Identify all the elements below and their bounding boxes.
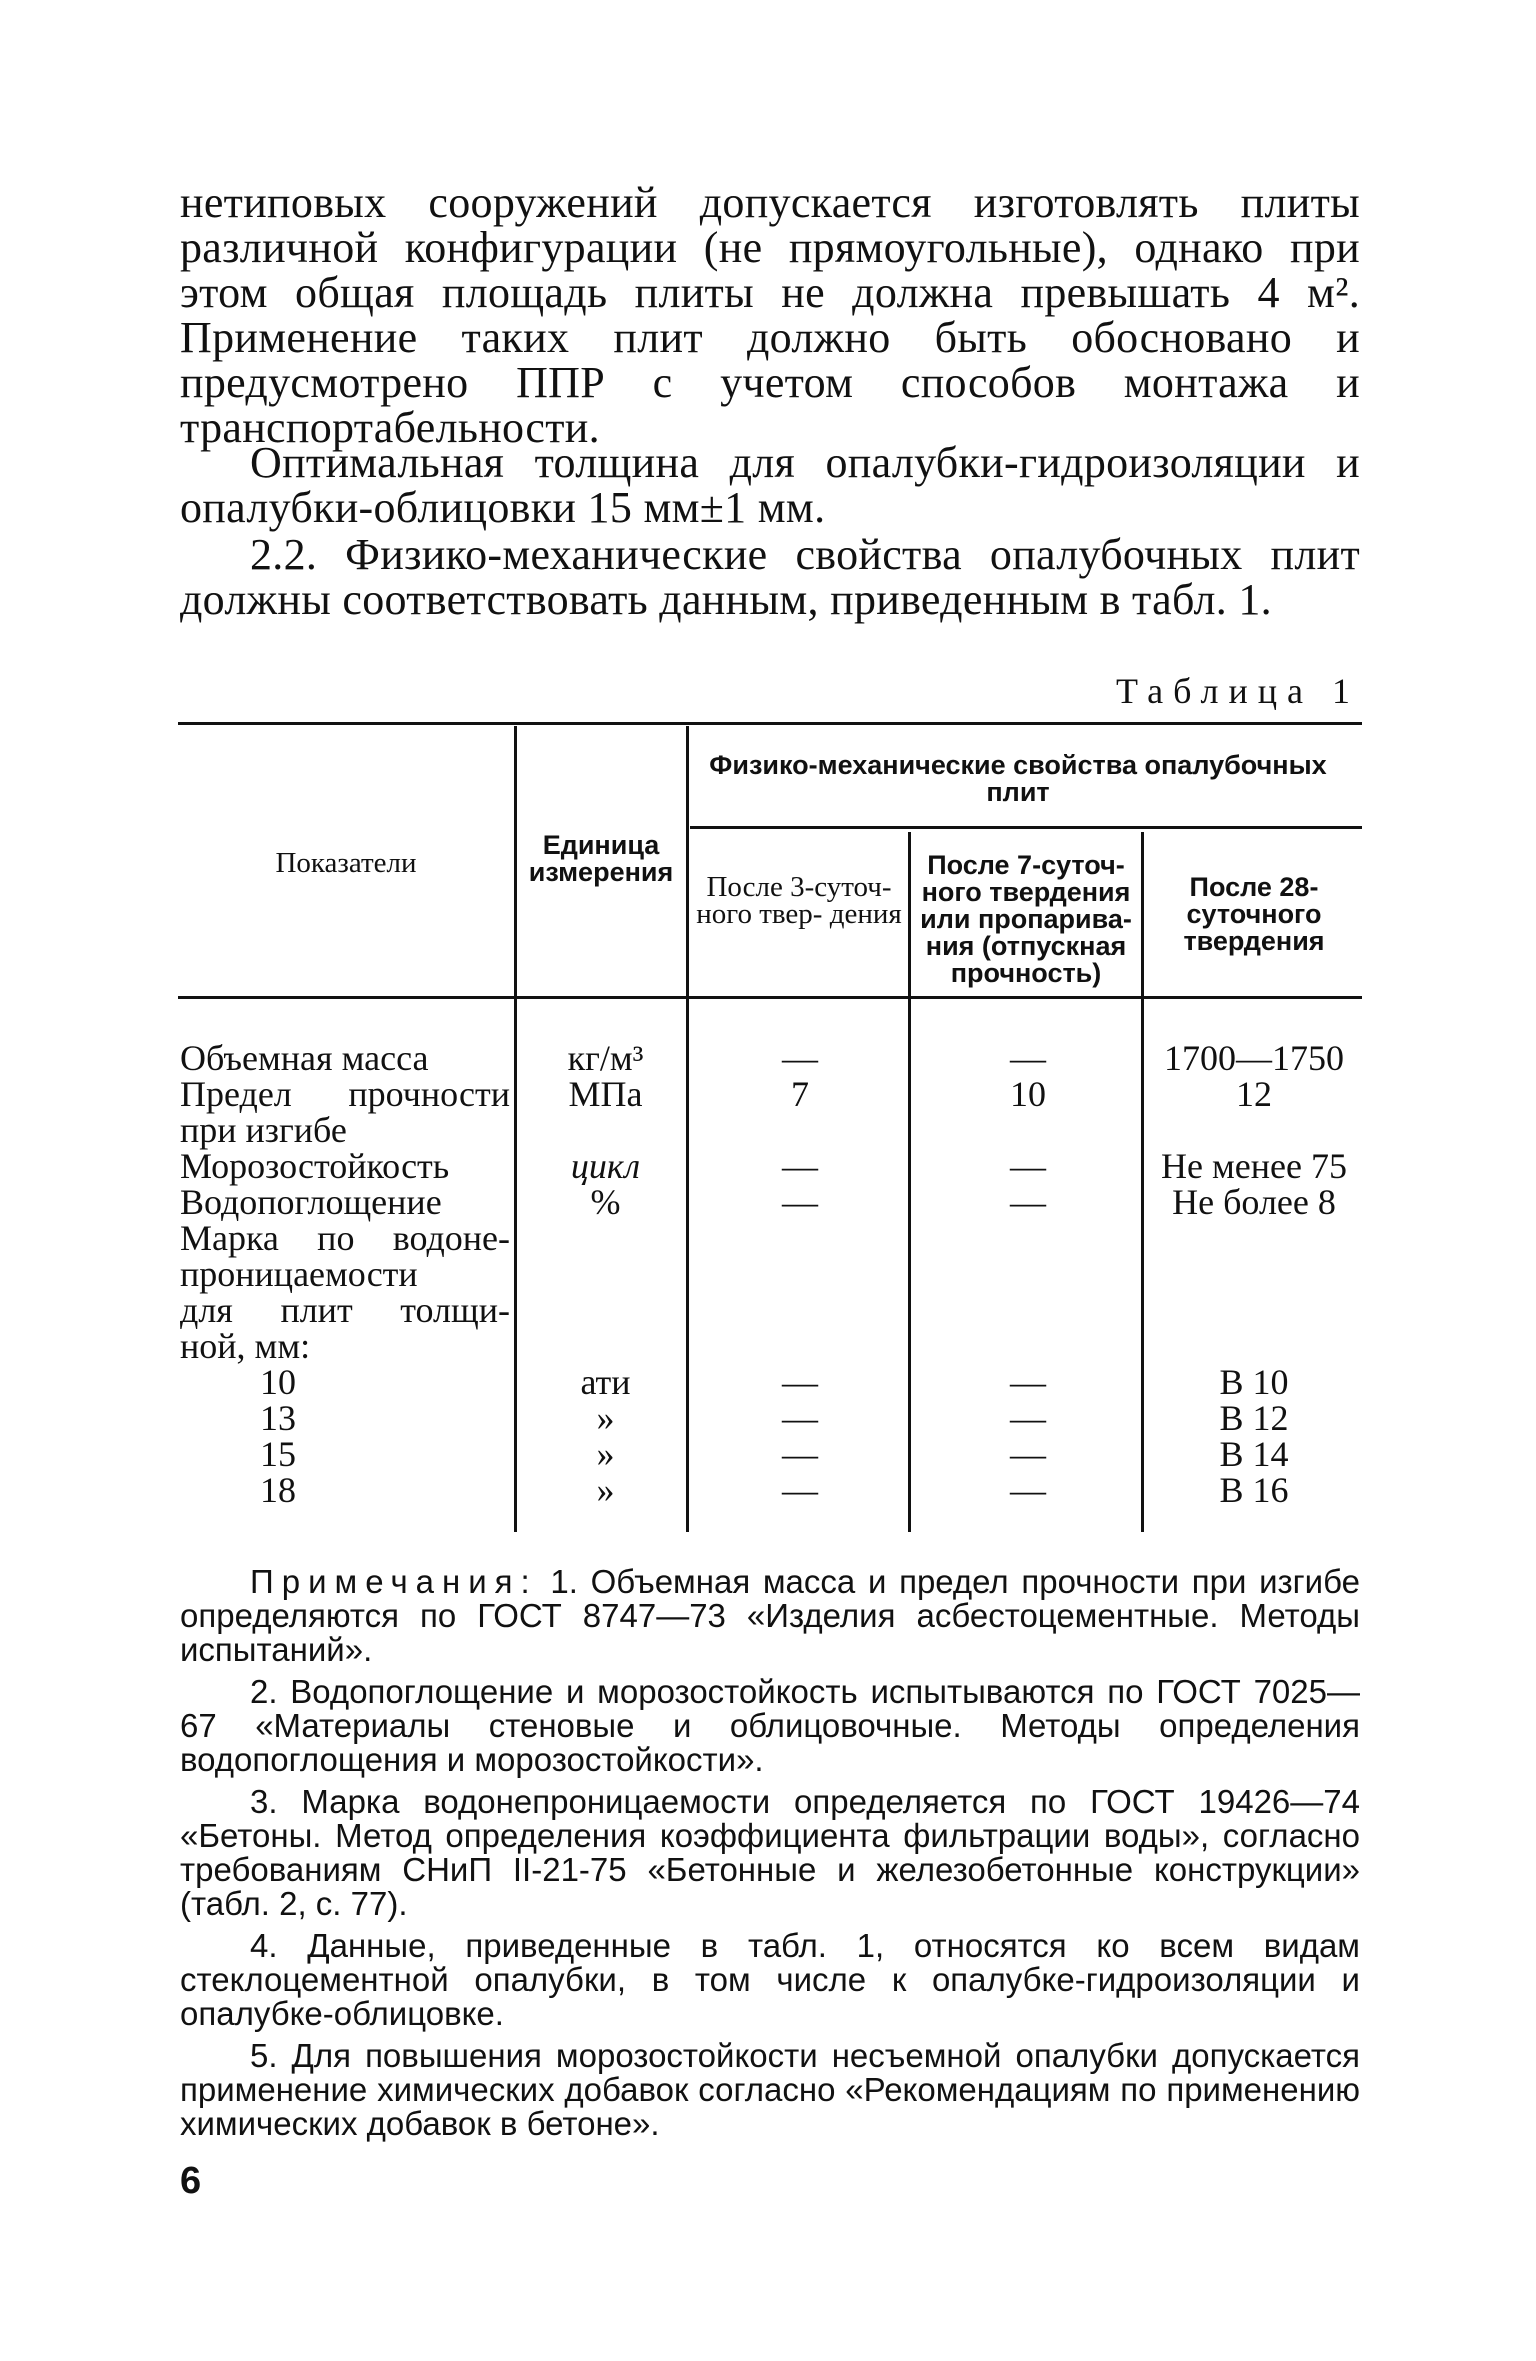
row-value-3day: — <box>782 1470 818 1510</box>
row-value-7day: — <box>1010 1362 1046 1402</box>
row-value-3day: — <box>782 1434 818 1474</box>
row-value-3day: — <box>782 1362 818 1402</box>
header-unit: Единица измерения <box>528 830 674 887</box>
notes-section <box>180 1565 1360 2149</box>
row-unit: МПа <box>568 1074 643 1114</box>
row-value-7day: — <box>1010 1182 1046 1222</box>
row-name: проницаемости <box>180 1254 418 1294</box>
row-name: Марка по водоне- <box>180 1218 510 1258</box>
table-divider-unit <box>514 726 517 1532</box>
properties-table <box>178 722 1362 1542</box>
row-value-3day: — <box>782 1146 818 1186</box>
row-value-28day: В 14 <box>1219 1434 1289 1474</box>
row-value-7day: — <box>1010 1434 1046 1474</box>
row-name: 18 <box>260 1470 296 1510</box>
note-2: 2. Водопоглощение и морозостойкость испытываются по ГОСТ 7025—67 «Материалы стеновые и облицовочные. Методы определения водопоглощения и морозостойкости». <box>180 1673 1360 1778</box>
row-value-28day: Не более 8 <box>1172 1182 1336 1222</box>
row-value-28day: В 16 <box>1219 1470 1289 1510</box>
row-name: 10 <box>260 1362 296 1402</box>
row-value-28day: В 10 <box>1219 1362 1289 1402</box>
row-value-28day: Не менее 75 <box>1161 1146 1347 1186</box>
table-header-bottom-rule <box>178 996 1362 999</box>
row-value-3day: — <box>782 1398 818 1438</box>
header-after-28-days: После 28- суточного твердения <box>1183 872 1325 956</box>
header-indicator: Показатели <box>275 847 417 879</box>
paragraph-section-2-2: 2.2. Физико-механические свойства опалубочных плит должны соответствовать данным, приведенным в табл. 1. <box>180 530 1360 624</box>
row-value-7day: — <box>1010 1470 1046 1510</box>
row-unit: » <box>596 1398 615 1438</box>
row-name: Объемная масса <box>180 1038 429 1078</box>
row-unit: » <box>596 1470 615 1510</box>
note-4: 4. Данные, приведенные в табл. 1, относятся ко всем видам стеклоцементной опалубки, в том числе к опалубке-гидроизоляции и опалубке-облицовке. <box>180 1927 1360 2032</box>
row-value-28day: В 12 <box>1219 1398 1289 1438</box>
paragraph-intro: нетиповых сооружений допускается изготовлять плиты различной конфигурации (не прямоугольные), однако при этом общая площадь плиты не должна превышать 4 м². Применение таких плит должно быть обосновано и предусмотрено ППР с учетом способов монтажа и транспортабельности. <box>180 178 1360 452</box>
table-subheader-rule <box>690 826 1362 829</box>
row-name: при изгибе <box>180 1110 347 1150</box>
row-name: 13 <box>260 1398 296 1438</box>
row-unit: ати <box>580 1362 631 1402</box>
row-name: Предел прочности <box>180 1074 510 1114</box>
header-after-3-days: После 3-суточ- ного твер- дения <box>696 871 902 930</box>
paragraph-thickness: Оптимальная толщина для опалубки-гидроизоляции и опалубки-облицовки 15 мм±1 мм. <box>180 438 1360 532</box>
row-unit: кг/м³ <box>567 1038 644 1078</box>
row-unit: % <box>590 1182 621 1222</box>
row-name: для плит толщи- <box>180 1290 510 1330</box>
row-unit: цикл <box>570 1146 641 1186</box>
note-3: 3. Марка водонепроницаемости определяется по ГОСТ 19426—74 «Бетоны. Метод определения коэффициента фильтрации воды», согласно требованиям СНиП II-21-75 «Бетонные и железобетонные конструкции» (табл. 2, с. 77). <box>180 1783 1360 1922</box>
notes-label: Примечания: <box>250 1563 538 1600</box>
row-value-7day: 10 <box>1010 1074 1046 1114</box>
row-name: ной, мм: <box>180 1326 311 1366</box>
note-1 <box>180 1565 1360 1667</box>
note-5: 5. Для повышения морозостойкости несъемной опалубки допускается применение химических добавок согласно «Рекомендациям по применению химических добавок в бетоне». <box>180 2037 1360 2142</box>
row-name: Морозостойкость <box>180 1146 450 1186</box>
header-group: Физико-механические свойства опалубочных плит <box>709 750 1327 807</box>
row-name: Водопоглощение <box>180 1182 442 1222</box>
row-name: 15 <box>260 1434 296 1474</box>
row-value-7day: — <box>1010 1146 1046 1186</box>
row-value-28day: 1700—1750 <box>1164 1038 1344 1078</box>
row-value-3day: 7 <box>791 1074 809 1114</box>
row-value-3day: — <box>782 1038 818 1078</box>
row-value-7day: — <box>1010 1038 1046 1078</box>
page-number: 6 <box>180 2160 202 2202</box>
table-top-rule <box>178 722 1362 725</box>
header-after-7-days: После 7-суточ- ного твердения или пропарива- ния (отпускная прочность) <box>920 850 1132 988</box>
table-caption: Таблица 1 <box>1116 671 1360 711</box>
row-value-7day: — <box>1010 1398 1046 1438</box>
row-unit: » <box>596 1434 615 1474</box>
row-value-28day: 12 <box>1236 1074 1272 1114</box>
note-1-text: 1. Объемная масса и предел прочности при изгибе определяются по ГОСТ 8747—73 «Изделия асбестоцементные. Методы испытаний». <box>180 1563 1360 1668</box>
row-value-3day: — <box>782 1182 818 1222</box>
